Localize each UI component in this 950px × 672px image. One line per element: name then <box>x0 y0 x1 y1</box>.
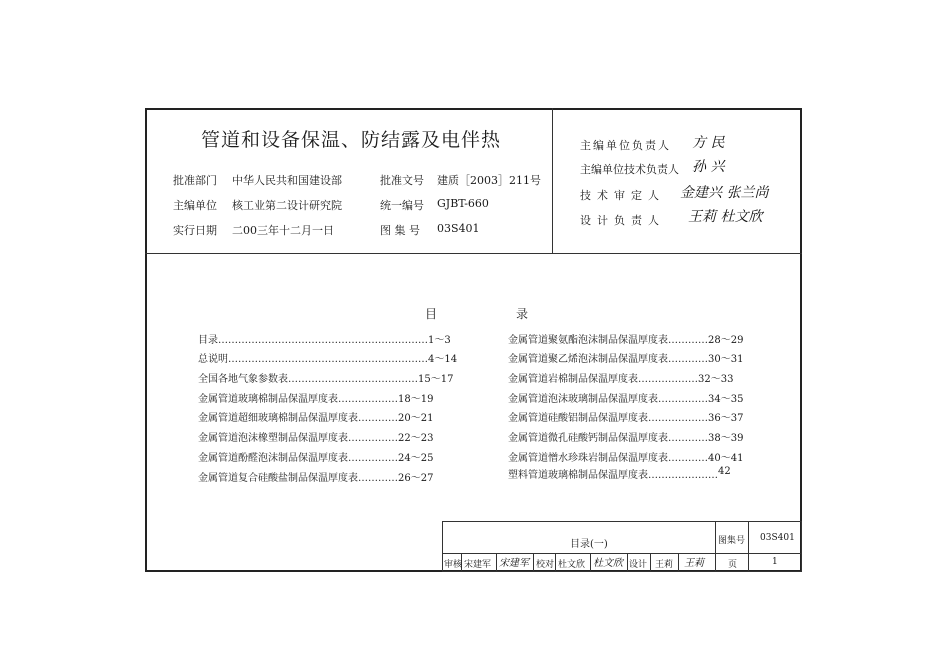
toc-entry[interactable]: 金属管道憎水珍珠岩制品保温厚度表………… 40～41 <box>508 453 744 464</box>
title-block-divider <box>590 553 591 572</box>
review-name: 宋建军 <box>464 560 492 570</box>
signature-name: 孙 兴 <box>692 159 725 175</box>
toc-entry[interactable]: 金属管道酚醛泡沫制品保温厚度表…………… 24～25 <box>198 453 434 464</box>
chief-unit-label: 主编单位 <box>173 199 217 212</box>
signature-name: 金建兴 张兰尚 <box>680 185 769 201</box>
signature-role: 主编单位技术负责人 <box>580 163 679 176</box>
atlas-title: 管道和设备保温、防结露及电伴热 <box>201 129 502 151</box>
toc-entry[interactable]: 金属管道泡沫橡塑制品保温厚度表…………… 22～23 <box>198 433 434 444</box>
toc-entry[interactable]: 金属管道聚乙烯泡沫制品保温厚度表………… 30～31 <box>508 354 744 365</box>
toc-entry[interactable]: 塑料管道玻璃棉制品保温厚度表………………… 42 <box>508 466 731 481</box>
toc-entry[interactable]: 金属管道聚氨酯泡沫制品保温厚度表………… 28～29 <box>508 335 744 346</box>
sheet-title: 目录(一) <box>570 539 608 550</box>
unified-no-label: 统一编号 <box>380 199 424 212</box>
approval-no-value: 建质［2003］211号 <box>437 174 541 187</box>
toc-entry[interactable]: 金属管道复合硅酸盐制品保温厚度表………… 26～27 <box>198 473 434 484</box>
check-name: 杜文欣 <box>558 560 586 570</box>
toc-entry[interactable]: 全国各地气象参数表………………………………… 15～17 <box>198 374 454 385</box>
title-block-divider <box>748 521 749 572</box>
review-label: 审核 <box>444 560 463 570</box>
title-block-divider <box>555 553 556 572</box>
toc-entry[interactable]: 金属管道岩棉制品保温厚度表……………… 32～33 <box>508 374 734 385</box>
toc-entry[interactable]: 目录……………………………………………………… 1～3 <box>198 335 451 346</box>
signature-name: 方 民 <box>692 135 725 151</box>
toc-heading-left: 目 <box>425 307 438 321</box>
approval-dept-value: 中华人民共和国建设部 <box>232 174 342 187</box>
atlas-no-label: 图 集 号 <box>380 224 420 237</box>
toc-heading-right: 录 <box>516 307 529 321</box>
title-block-divider <box>715 521 716 572</box>
title-block-divider <box>496 553 497 572</box>
toc-entry[interactable]: 金属管道泡沫玻璃制品保温厚度表…………… 34～35 <box>508 394 744 405</box>
approval-dept-label: 批准部门 <box>173 174 217 187</box>
signature-name: 王莉 杜文欣 <box>688 209 763 225</box>
signature-role: 技术审定人 <box>580 189 665 202</box>
atlas-no-value: 03S401 <box>437 222 480 235</box>
atlas-number-value: 03S401 <box>760 533 795 543</box>
check-signature: 杜文欣 <box>593 558 623 569</box>
design-signature: 王莉 <box>684 558 704 569</box>
toc-entry[interactable]: 金属管道硅酸铝制品保温厚度表……………… 36～37 <box>508 413 744 424</box>
approval-no-label: 批准文号 <box>380 174 424 187</box>
signature-role: 主编单位负责人 <box>580 139 671 152</box>
page-label: 页 <box>728 560 738 570</box>
effective-date-value: 二00三年十二月一日 <box>232 224 334 237</box>
title-block-divider <box>650 553 651 572</box>
header-vertical-divider <box>552 108 553 253</box>
title-block-divider <box>533 553 534 572</box>
toc-entry[interactable]: 金属管道玻璃棉制品保温厚度表……………… 18～19 <box>198 394 434 405</box>
page-value: 1 <box>772 557 778 567</box>
header-divider <box>145 253 802 254</box>
check-label: 校对 <box>536 560 555 570</box>
design-name: 王莉 <box>655 560 674 570</box>
title-block-divider <box>627 553 628 572</box>
review-signature: 宋建军 <box>499 558 529 569</box>
title-block-divider <box>678 553 679 572</box>
effective-date-label: 实行日期 <box>173 224 217 237</box>
design-label: 设计 <box>629 560 648 570</box>
signature-role: 设计负责人 <box>580 214 665 227</box>
toc-entry[interactable]: 总说明…………………………………………………… 4～14 <box>198 354 458 365</box>
toc-entry[interactable]: 金属管道超细玻璃棉制品保温厚度表………… 20～21 <box>198 413 434 424</box>
unified-no-value: GJBT-660 <box>437 197 489 210</box>
atlas-number-label: 图集号 <box>718 536 746 546</box>
toc-entry[interactable]: 金属管道微孔硅酸钙制品保温厚度表………… 38～39 <box>508 433 744 444</box>
chief-unit-value: 核工业第二设计研究院 <box>232 199 342 212</box>
